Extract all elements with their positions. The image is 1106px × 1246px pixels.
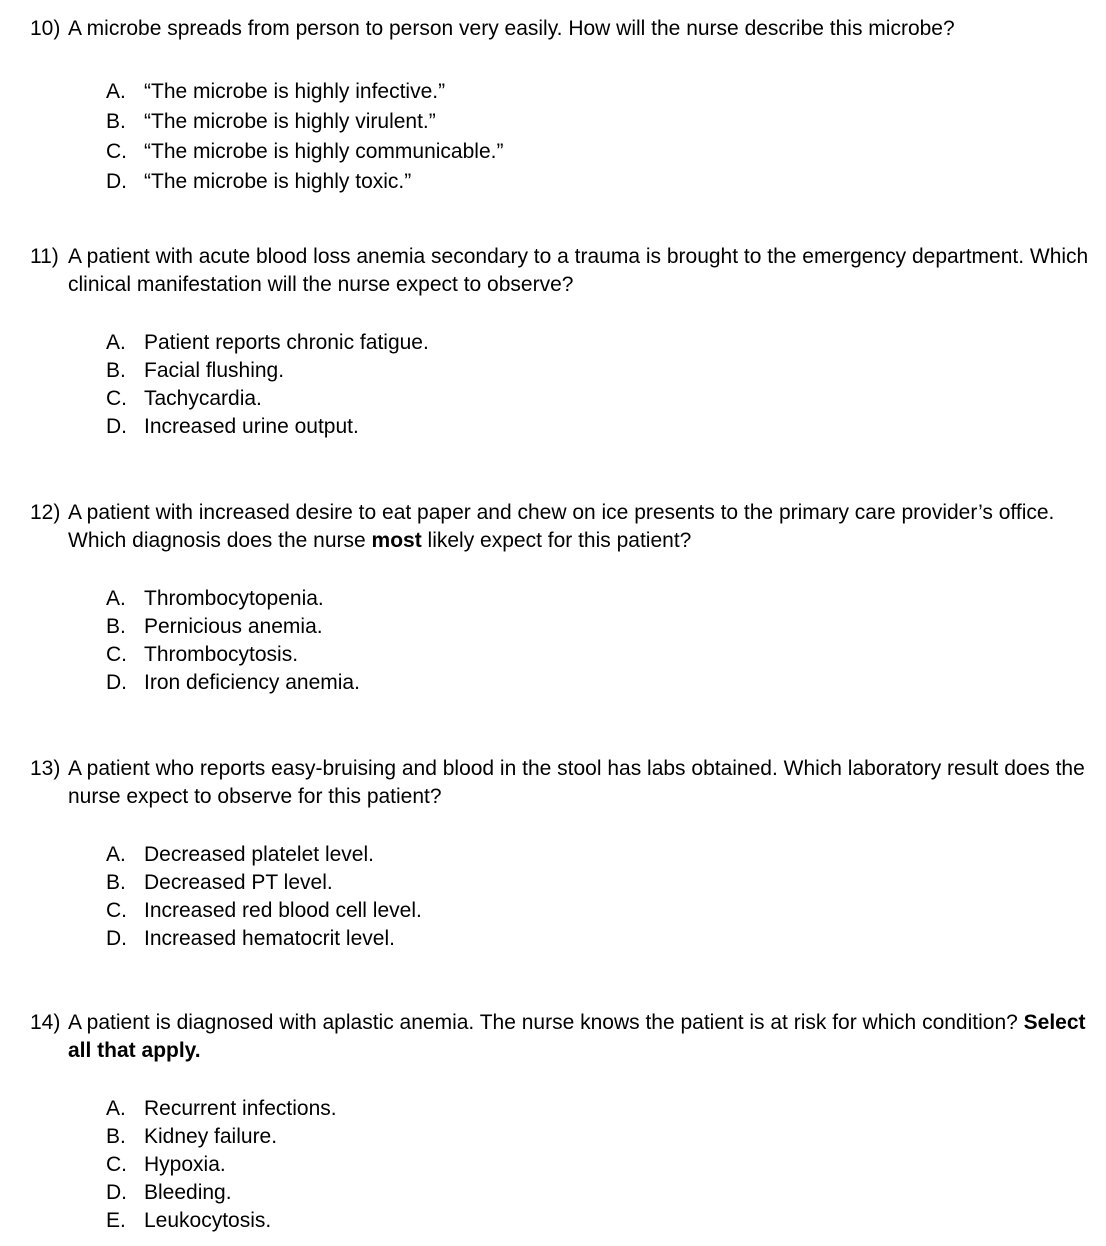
question-stem (30, 499, 1090, 555)
question-number: 10) (30, 17, 61, 40)
option-text: Thrombocytopenia. (144, 587, 324, 610)
question-text: A patient who reports easy-bruising and blood in the stool has labs obtained. Which laboratory result does the nurse expect to observe for this patient? (68, 757, 1085, 808)
option-c (106, 137, 1090, 167)
option-text: Increased urine output. (144, 415, 359, 438)
option-letter: B. (106, 615, 126, 638)
option-text: “The microbe is highly infective.” (144, 80, 446, 103)
option-d (106, 925, 1090, 953)
option-letter: A. (106, 843, 126, 866)
option-text: “The microbe is highly virulent.” (144, 110, 436, 133)
option-text: Hypoxia. (144, 1153, 226, 1176)
option-letter: C. (106, 899, 127, 922)
question-text-part: A patient with increased desire to eat paper and chew on ice presents to the primary care provider’s office. Which diagnosis does the nurse (68, 501, 1055, 552)
option-text: Patient reports chronic fatigue. (144, 331, 429, 354)
select-all-instruction: Select all that apply. (68, 1011, 1086, 1062)
answer-options (30, 329, 1090, 441)
option-b (106, 869, 1090, 897)
option-c (106, 385, 1090, 413)
option-text: “The microbe is highly toxic.” (144, 170, 412, 193)
option-letter: D. (106, 927, 127, 950)
question-12 (30, 499, 1090, 697)
option-b (106, 1123, 1090, 1151)
option-text: Iron deficiency anemia. (144, 671, 360, 694)
question-10 (30, 15, 1090, 197)
option-a (106, 329, 1090, 357)
emphasis-text: most (371, 529, 422, 552)
answer-options (30, 841, 1090, 953)
option-a (106, 841, 1090, 869)
option-letter: C. (106, 643, 127, 666)
question-text (68, 499, 1090, 555)
question-text: A microbe spreads from person to person very easily. How will the nurse describe this microbe? (68, 17, 955, 40)
option-a (106, 77, 1090, 107)
option-text: Leukocytosis. (144, 1209, 272, 1232)
option-text: Facial flushing. (144, 359, 285, 382)
option-letter: D. (106, 415, 127, 438)
option-letter: D. (106, 1181, 127, 1204)
option-text: Increased red blood cell level. (144, 899, 422, 922)
option-a (106, 1095, 1090, 1123)
option-text: Pernicious anemia. (144, 615, 323, 638)
question-number: 13) (30, 757, 61, 780)
option-b (106, 107, 1090, 137)
option-letter: C. (106, 1153, 127, 1176)
question-stem (30, 1009, 1090, 1065)
option-d (106, 413, 1090, 441)
option-text: Tachycardia. (144, 387, 262, 410)
option-text: Kidney failure. (144, 1125, 278, 1148)
question-stem (30, 755, 1090, 811)
option-a (106, 585, 1090, 613)
option-letter: C. (106, 140, 127, 163)
answer-options (30, 585, 1090, 697)
question-text (68, 1009, 1090, 1065)
option-c (106, 1151, 1090, 1179)
option-text: “The microbe is highly communicable.” (144, 140, 504, 163)
option-text: Recurrent infections. (144, 1097, 337, 1120)
question-13 (30, 755, 1090, 953)
option-letter: B. (106, 110, 126, 133)
option-text: Increased hematocrit level. (144, 927, 395, 950)
option-text: Bleeding. (144, 1181, 232, 1204)
question-text-part: likely expect for this patient? (421, 529, 692, 552)
option-text: Decreased platelet level. (144, 843, 374, 866)
option-letter: E. (106, 1209, 126, 1232)
option-c (106, 897, 1090, 925)
option-letter: A. (106, 331, 126, 354)
option-letter: C. (106, 387, 127, 410)
option-letter: D. (106, 170, 127, 193)
question-text: A patient with acute blood loss anemia secondary to a trauma is brought to the emergency department. Which clinical manifestation will the nurse expect to observe? (68, 245, 1089, 296)
question-11 (30, 243, 1090, 441)
option-e (106, 1207, 1090, 1235)
question-stem (30, 243, 1090, 299)
option-text: Decreased PT level. (144, 871, 333, 894)
answer-options (30, 77, 1090, 197)
option-d (106, 669, 1090, 697)
option-b (106, 613, 1090, 641)
option-letter: A. (106, 1097, 126, 1120)
question-number: 14) (30, 1011, 61, 1034)
option-c (106, 641, 1090, 669)
question-number: 11) (30, 245, 59, 268)
option-letter: A. (106, 80, 126, 103)
option-b (106, 357, 1090, 385)
answer-options (30, 1095, 1090, 1235)
question-stem (30, 15, 1090, 43)
option-d (106, 1179, 1090, 1207)
option-letter: B. (106, 1125, 126, 1148)
option-letter: B. (106, 359, 126, 382)
option-text: Thrombocytosis. (144, 643, 299, 666)
option-d (106, 167, 1090, 197)
option-letter: D. (106, 671, 127, 694)
option-letter: A. (106, 587, 126, 610)
question-14 (30, 1009, 1090, 1235)
question-text-part: A patient is diagnosed with aplastic anemia. The nurse knows the patient is at risk for which condition? (68, 1011, 1024, 1034)
option-letter: B. (106, 871, 126, 894)
question-number: 12) (30, 501, 61, 524)
